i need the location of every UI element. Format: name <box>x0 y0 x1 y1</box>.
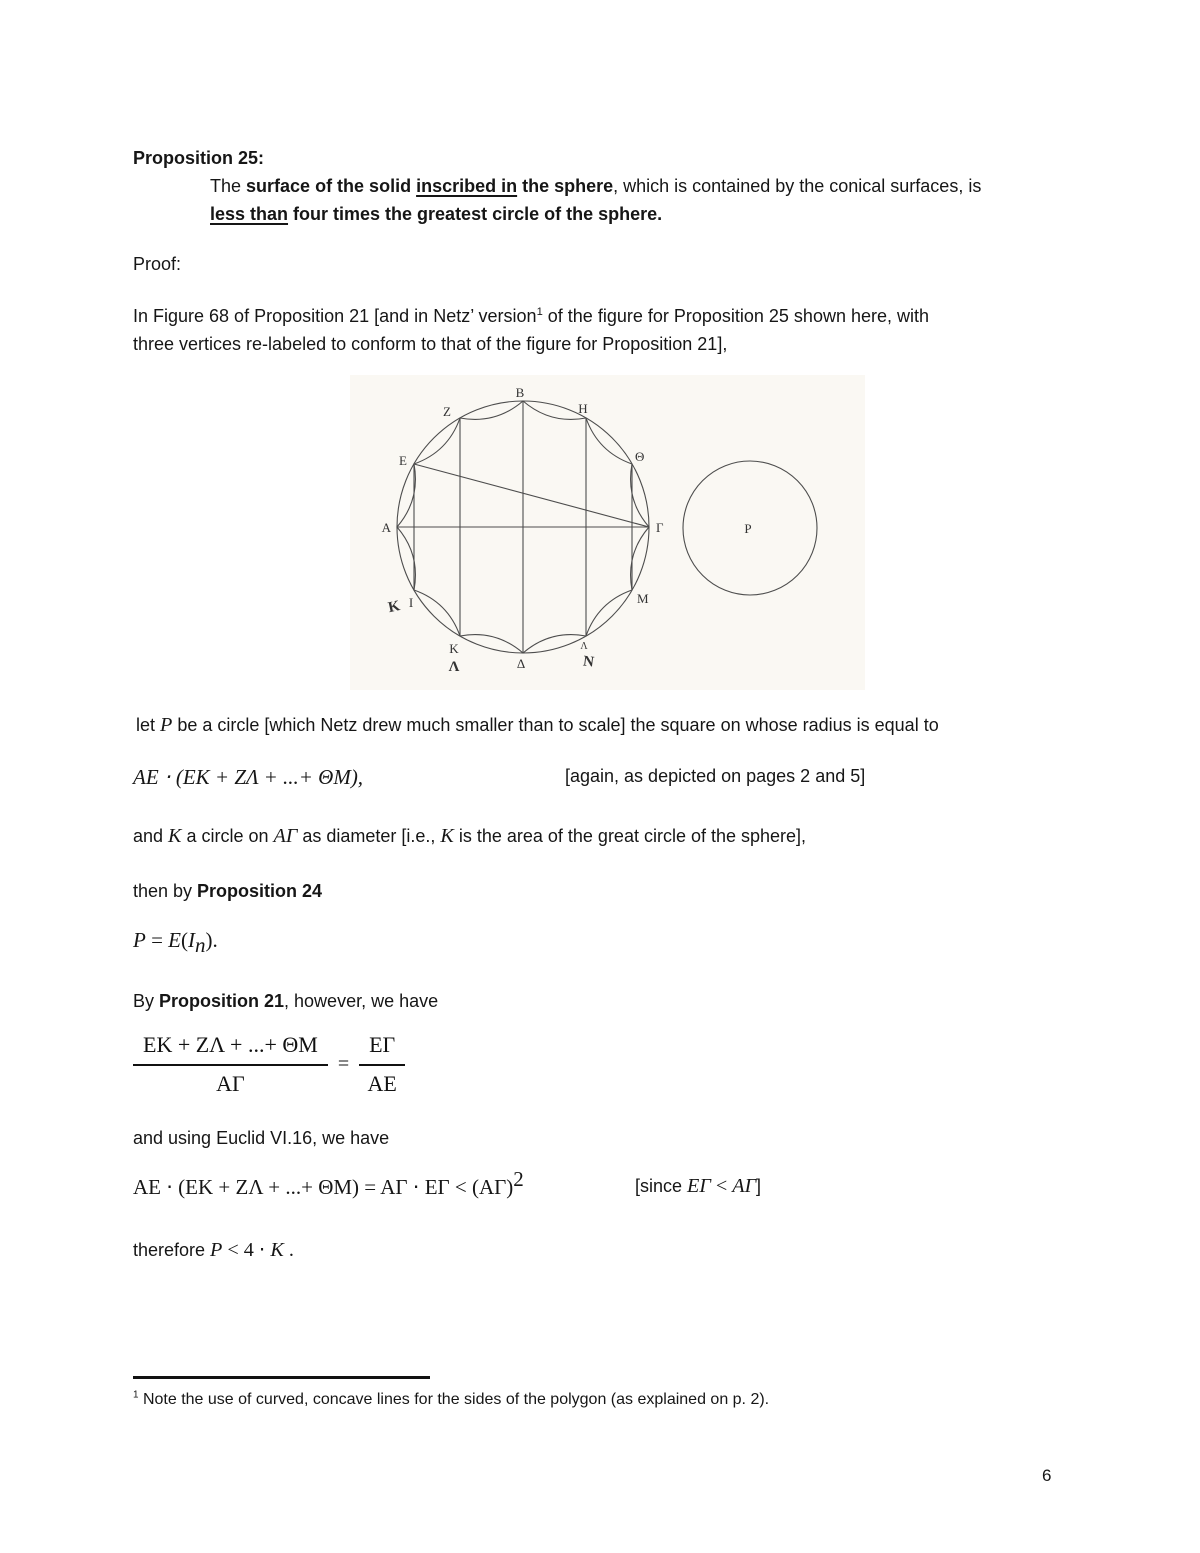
line-euclid: and using Euclid VI.16, we have <box>133 1128 390 1148</box>
line-then-by-prop24: then by Proposition 24 <box>133 881 323 901</box>
vertex-label-m: M <box>637 591 649 606</box>
equation-radius-square: AE ⋅ (EK + ZΛ + ...+ ΘM), <box>133 765 364 789</box>
diagonal-e-gamma <box>414 464 649 527</box>
vertex-label-k: K <box>449 641 459 656</box>
fraction-left-denominator: AΓ <box>216 1071 245 1096</box>
vertex-label-gamma: Γ <box>656 520 664 535</box>
fraction-right-denominator: AE <box>367 1071 397 1096</box>
fraction-left-numerator: EK + ZΛ + ...+ ΘM <box>133 1032 328 1066</box>
handwritten-label-n: N <box>582 653 595 671</box>
vertex-label-i: I <box>408 595 414 610</box>
equation-euclid: AE ⋅ (EK + ZΛ + ...+ $\Theta M) = A\Gamma \cdot E\Gamma < (A\Gamma)^2$ <box>133 1167 524 1199</box>
equals-sign: = <box>337 1053 350 1075</box>
vertex-label-a: A <box>381 520 391 535</box>
vertex-label-delta: Δ <box>516 656 526 671</box>
proposition-statement: The surface of the solid inscribed in the sphere, which is contained by the conical surfaces, is less than four times the greatest circle of the sphere. <box>210 176 982 224</box>
vertex-label-z: Z <box>443 404 451 419</box>
line-let-p: let P be a circle [which Netz drew much smaller than to scale] the square on whose radius is equal to <box>136 714 939 736</box>
footnote: $^1$ Note the use of curved, concave lines for the sides of the polygon (as explained on p. 2). <box>133 1389 770 1408</box>
intro-paragraph: In Figure 68 of Proposition 21 [and in Netz’ version$^1$ of the figure for Proposition 25 shown here, with three vertices re-labeled to conform to that of the figure for Proposition 21], <box>133 306 929 354</box>
line-and-k: and K a circle on AΓ as diameter [i.e., K is the area of the great circle of the sphere], <box>133 825 807 847</box>
equation-euclid-row <box>133 1167 762 1202</box>
line-therefore: therefore P < 4 ⋅ K . <box>133 1239 294 1261</box>
fraction-right-numerator: EΓ <box>359 1032 405 1066</box>
vertex-label-lambda: Λ <box>580 641 588 652</box>
vertex-label-e: E <box>399 453 407 468</box>
proposition-heading: Proposition 25: <box>133 148 265 168</box>
vertex-label-b: B <box>515 385 525 400</box>
figure <box>350 375 865 690</box>
equation-ratio <box>133 1032 405 1097</box>
page-number: 6 <box>1042 1466 1052 1485</box>
vertex-label-theta: Θ <box>635 449 645 464</box>
proof-label: Proof: <box>133 254 182 274</box>
footnote-rule <box>133 1376 430 1379</box>
line-by-prop21: By Proposition 21, however, we have <box>133 991 439 1011</box>
handwritten-label-lambda: Λ <box>448 659 460 675</box>
handwritten-label-k: K <box>386 598 402 617</box>
equation-comment-since: [since EΓ < AΓ] <box>635 1175 762 1197</box>
fraction-right <box>359 1032 405 1097</box>
equation-comment-pages: [again, as depicted on pages 2 and 5] <box>565 766 866 786</box>
p-circle-label: P <box>744 521 752 536</box>
equation-radius-square-row <box>133 762 865 792</box>
figure-svg <box>350 375 865 690</box>
equation-p-equals-e-in: $P = E(I_n)$. <box>133 928 218 958</box>
fraction-left <box>133 1032 328 1097</box>
vertex-label-h: H <box>578 401 588 416</box>
